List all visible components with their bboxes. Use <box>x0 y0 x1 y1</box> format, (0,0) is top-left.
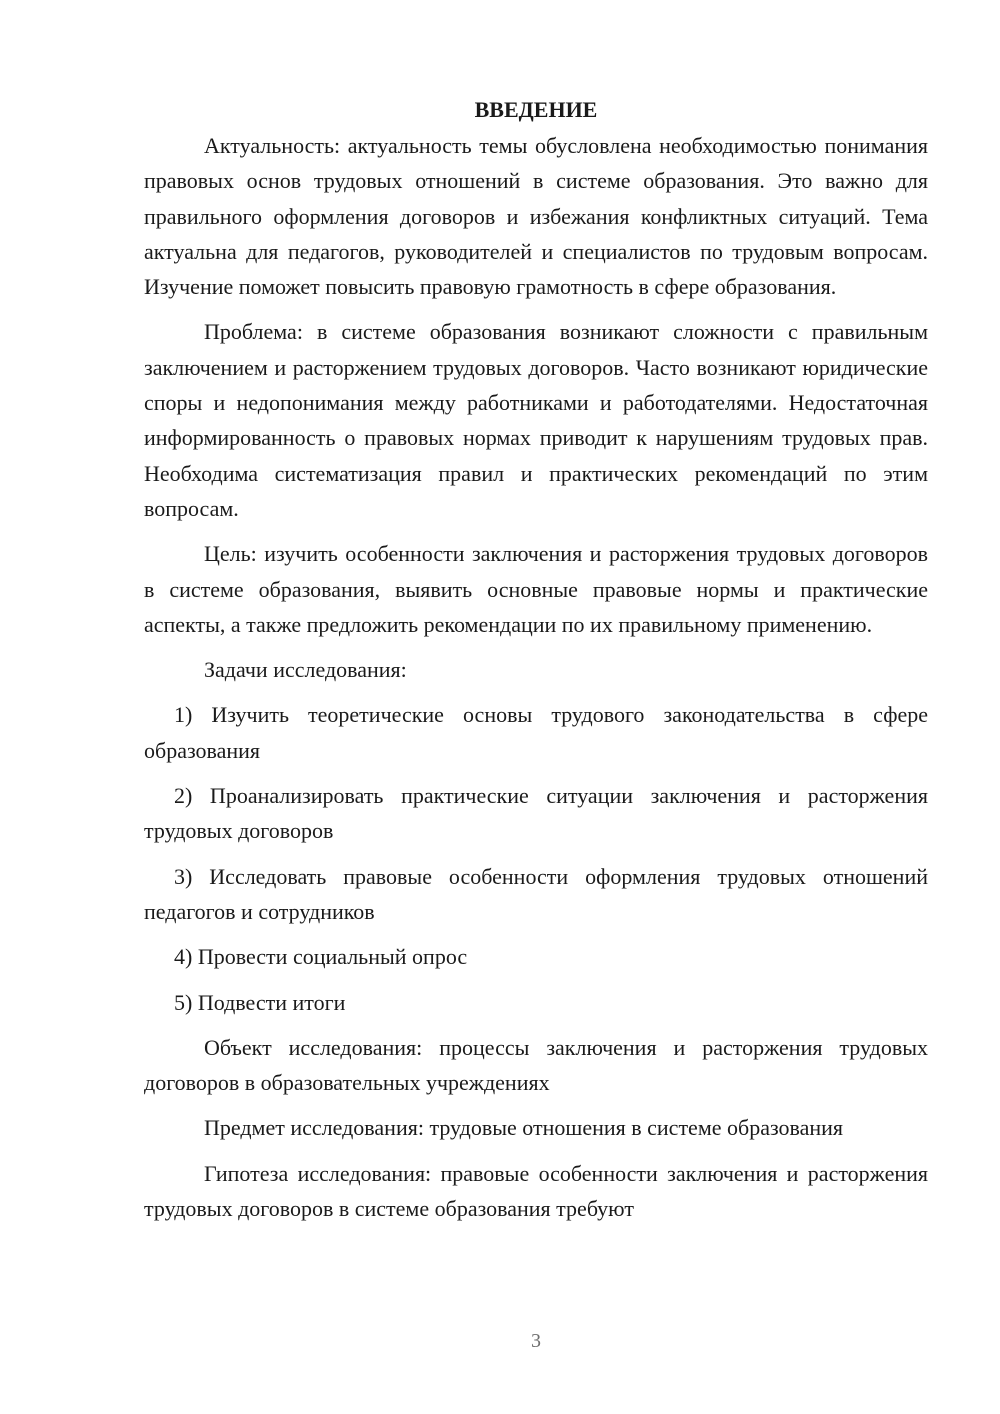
paragraph-goal: Цель: изучить особенности заключения и расторжения трудовых договоров в системе образования, выявить основные правовые нормы и практические аспекты, а также предложить рекомендации по их правильному применению. <box>144 541 928 637</box>
paragraph-subject: Предмет исследования: трудовые отношения в системе образования <box>204 1115 844 1141</box>
page-number: 3 <box>531 1330 541 1352</box>
paragraph-problem: Проблема: в системе образования возникают сложности с правильным заключением и расторжением трудовых договоров. Часто возникают юридические споры и недопонимания между работниками и работодателями. Недостаточная информированность о правовых нормах приводит к нарушениям трудовых прав. Необходима систематизация правил и практических рекомендаций по этим вопросам. <box>144 319 928 521</box>
document-page <box>144 92 928 1236</box>
task-item-2: 2) Проанализировать практические ситуации заключения и расторжения трудовых договоров <box>144 783 928 844</box>
task-item-1: 1) Изучить теоретические основы трудового законодательства в сфере образования <box>144 702 928 763</box>
tasks-heading: Задачи исследования: <box>204 657 407 683</box>
task-item-4: 4) Провести социальный опрос <box>174 944 468 970</box>
task-item-3: 3) Исследовать правовые особенности оформления трудовых отношений педагогов и сотрудников <box>144 863 928 924</box>
task-item-5: 5) Подвести итоги <box>174 989 346 1015</box>
paragraph-object: Объект исследования: процессы заключения и расторжения трудовых договоров в образовательных учреждениях <box>144 1034 928 1096</box>
paragraph-relevance: Актуальность: актуальность темы обусловлена необходимостью понимания правовых основ трудовых отношений в системе образования. Это важно для правильного оформления договоров и избежания конфликтных ситуаций. Тема актуальна для педагогов, руководителей и специалистов по трудовым вопросам. Изучение поможет повысить правовую грамотность в сфере образования. <box>144 133 928 300</box>
document-title: ВВЕДЕНИЕ <box>474 97 598 122</box>
paragraph-hypothesis: Гипотеза исследования: правовые особенности заключения и расторжения трудовых договоров в системе образования требуют <box>144 1160 928 1222</box>
